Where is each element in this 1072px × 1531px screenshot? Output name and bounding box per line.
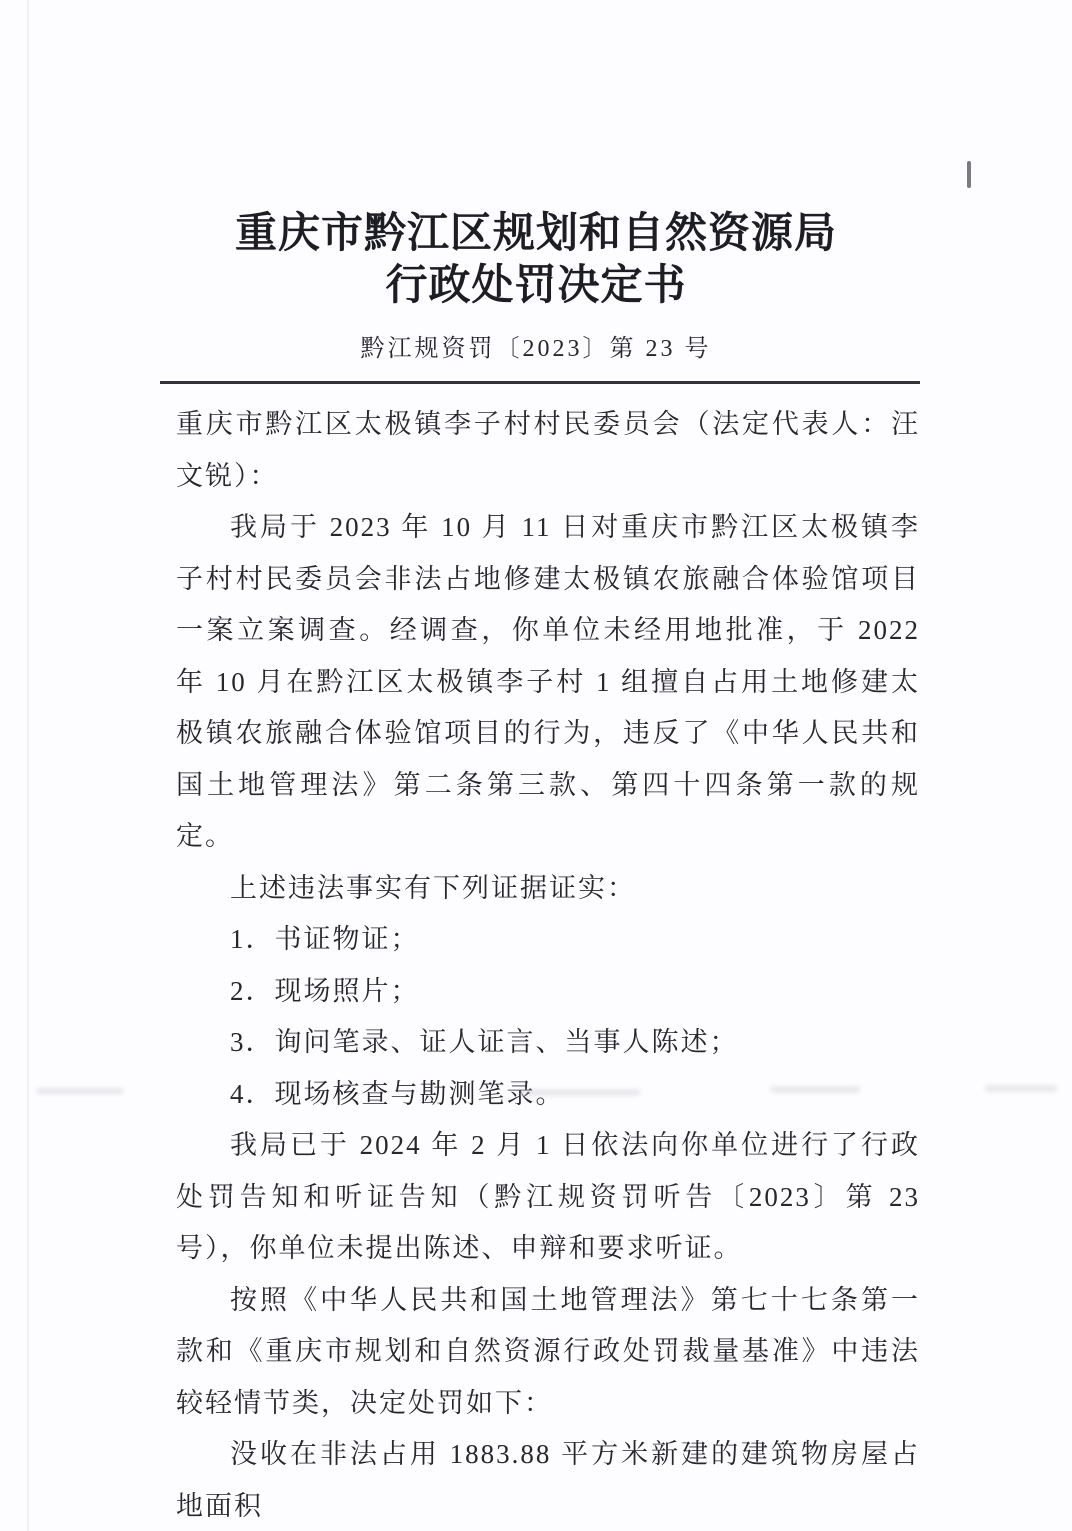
scan-bleedthrough-smudge [36, 1088, 124, 1094]
scan-bleedthrough-smudge [985, 1085, 1057, 1092]
document-body [176, 399, 920, 1531]
document-header [0, 208, 1072, 363]
document-number: 黔江规资罚〔2023〕第 23 号 [360, 336, 712, 362]
scan-tick-mark [967, 161, 971, 188]
body-paragraph-evidence-intro: 上述违法事实有下列证据证实： [230, 872, 636, 903]
document-title-line1: 重庆市黔江区规划和自然资源局 [234, 211, 837, 257]
scan-bleedthrough-smudge [770, 1086, 860, 1093]
document-title-line2: 行政处罚决定书 [385, 263, 687, 309]
body-paragraph-evidence-item-3: 3．询问笔录、证人证言、当事人陈述； [230, 1027, 739, 1057]
body-paragraph-penalty-decision: 没收在非法占用 1883.88 平方米新建的建筑物房屋占地面积 [176, 1439, 920, 1521]
body-paragraph-legal-basis: 按照《中华人民共和国土地管理法》第七十七条第一款和《重庆市规划和自然资源行政处罚裁量基准》中违法较轻情节类，决定处罚如下： [176, 1284, 920, 1418]
body-paragraph-evidence-item-2: 2．现场照片； [230, 975, 420, 1006]
body-paragraph-salutation: 重庆市黔江区太极镇李子村村民委员会（法定代表人：汪文锐）： [176, 409, 920, 491]
body-paragraph-case-facts: 我局于 2023 年 10 月 11 日对重庆市黔江区太极镇李子村村民委员会非法占地修建太极镇农旅融合体验馆项目一案立案调查。经调查，你单位未经用地批准，于 2022 年 10 月在黔江区太极镇李子村 1 组擅自占用土地修建太极镇农旅融合体验馆项目的行为，违反了《中华人民共和国土地管理法》第二条第三款、第四十四条第一款的规定。 [176, 512, 920, 851]
body-paragraph-notification: 我局已于 2024 年 2 月 1 日依法向你单位进行了行政处罚告知和听证告知（黔江规资罚听告〔2023〕第 23 号），你单位未提出陈述、申辩和要求听证。 [176, 1130, 920, 1263]
body-paragraph-evidence-item-4: 4．现场核查与勘测笔录。 [230, 1078, 565, 1109]
body-paragraph-evidence-item-1: 1．书证物证； [230, 924, 420, 954]
header-divider-line [160, 381, 920, 384]
scan-bleedthrough-smudge [520, 1089, 640, 1096]
